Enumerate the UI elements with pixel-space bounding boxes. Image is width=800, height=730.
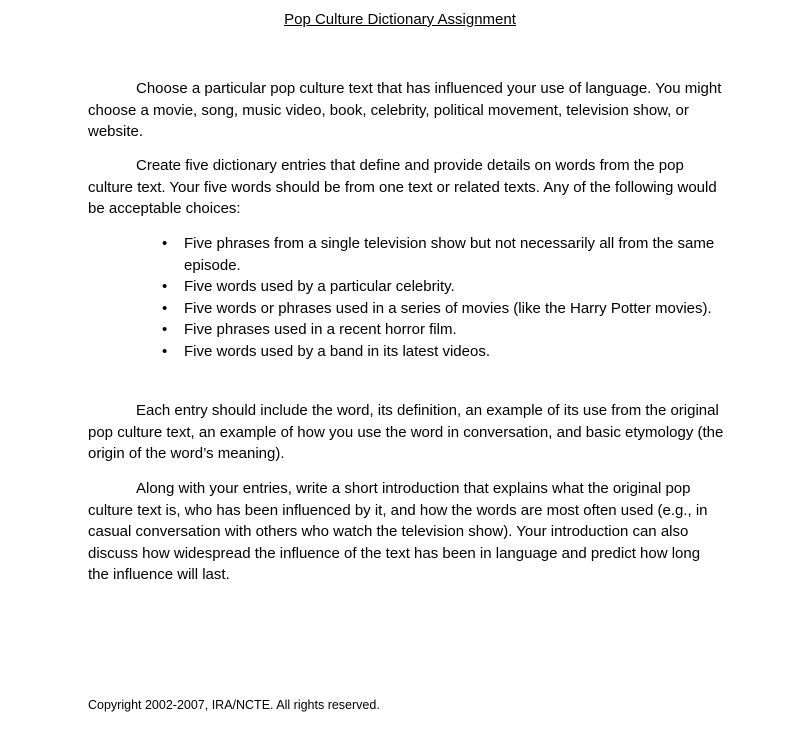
- list-item: [160, 319, 730, 341]
- list-item: [160, 341, 730, 363]
- choices-list: [160, 233, 730, 362]
- bullet-icon: •: [162, 278, 168, 295]
- bullet-icon: •: [162, 321, 168, 338]
- bullet-icon: •: [162, 342, 168, 360]
- list-item-text: Five words or phrases used in a series of movies (like the Harry Potter movies).: [184, 299, 712, 317]
- page-title: Pop Culture Dictionary Assignment: [284, 11, 516, 28]
- intro-paragraph: Choose a particular pop culture text that has influenced your use of language. You might choose a movie, song, music video, book, celebrity, political movement, television show, or website.: [88, 80, 722, 140]
- list-item: [160, 276, 730, 298]
- instructions-paragraph: Create five dictionary entries that define and provide details on words from the pop culture text. Your five words should be from one text or related texts. Any of the following would be acceptable choices:: [88, 157, 717, 217]
- list-item-text: Five phrases from a single television show but not necessarily all from the same episode.: [184, 235, 715, 274]
- copyright-footer: Copyright 2002-2007, IRA/NCTE. All rights reserved.: [88, 698, 380, 712]
- entry-requirements-paragraph: Each entry should include the word, its definition, an example of its use from the original pop culture text, an example of how you use the word in conversation, and basic etymology (the origin of the word’s meaning).: [88, 402, 724, 462]
- list-item-text: Five phrases used in a recent horror film.: [184, 321, 457, 338]
- introduction-requirements-paragraph: Along with your entries, write a short introduction that explains what the original pop culture text is, who has been influenced by it, and how the words are most often used (e.g., in casual conversation with others who watch the television show). Your introduction can also discuss how widespread the influence of the text has been in language and predict how long the influence will last.: [88, 480, 708, 583]
- list-item-text: Five words used by a particular celebrity.: [184, 278, 455, 295]
- list-item: [160, 233, 730, 276]
- list-item: [160, 298, 730, 320]
- bullet-icon: •: [162, 299, 168, 317]
- list-item-text: Five words used by a band in its latest videos.: [184, 342, 490, 360]
- bullet-icon: •: [162, 235, 168, 252]
